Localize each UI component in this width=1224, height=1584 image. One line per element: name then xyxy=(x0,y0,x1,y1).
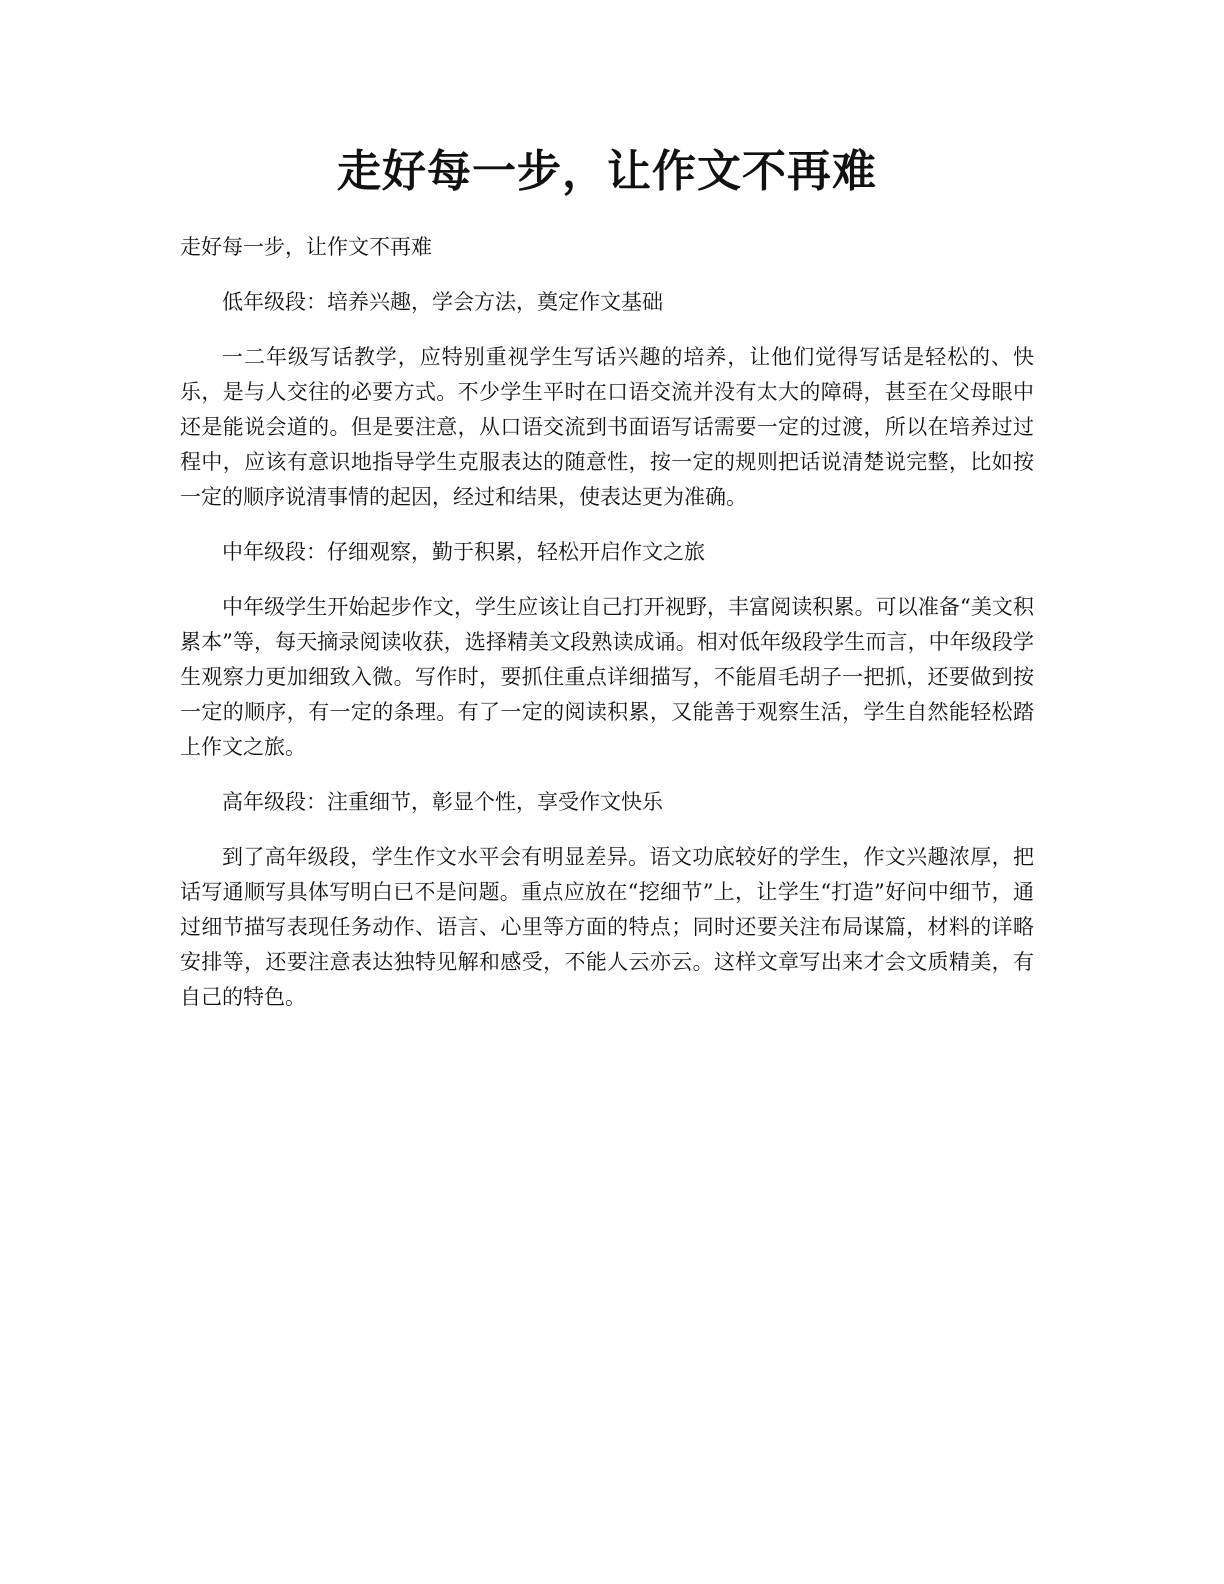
paragraph-low-grade: 一二年级写话教学，应特别重视学生写话兴趣的培养，让他们觉得写话是轻松的、快乐，是与人交往的必要方式。不少学生平时在口语交流并没有太大的障碍，甚至在父母眼中还是能说会道的。但是要注意，从口语交流到书面语写话需要一定的过渡，所以在培养过过程中，应该有意识地指导学生克服表达的随意性，按一定的规则把话说清楚说完整，比如按一定的顺序说清事情的起因，经过和结果，使表达更为准确。 xyxy=(180,345,1034,509)
document-body xyxy=(180,140,1034,1035)
subtitle: 走好每一步，让作文不再难 xyxy=(180,235,432,259)
section-heading-low-grade: 低年级段：培养兴趣，学会方法，奠定作文基础 xyxy=(222,290,663,314)
section-heading-middle-grade: 中年级段：仔细观察，勤于积累，轻松开启作文之旅 xyxy=(222,540,705,564)
paragraph-middle-grade: 中年级学生开始起步作文，学生应该让自己打开视野，丰富阅读积累。可以准备“美文积累本”等，每天摘录阅读收获，选择精美文段熟读成诵。相对低年级段学生而言，中年级段学生观察力更加细致入微。写作时，要抓住重点详细描写，不能眉毛胡子一把抓，还要做到按一定的顺序，有一定的条理。有了一定的阅读积累，又能善于观察生活，学生自然能轻松踏上作文之旅。 xyxy=(180,595,1034,759)
section-heading-high-grade: 高年级段：注重细节，彰显个性，享受作文快乐 xyxy=(222,790,663,814)
paragraph-high-grade: 到了高年级段，学生作文水平会有明显差异。语文功底较好的学生，作文兴趣浓厚，把话写通顺写具体写明白已不是问题。重点应放在“挖细节”上，让学生“打造”好问中细节，通过细节描写表现任务动作、语言、心里等方面的特点；同时还要关注布局谋篇，材料的详略安排等，还要注意表达独特见解和感受，不能人云亦云。这样文章写出来才会文质精美，有自己的特色。 xyxy=(180,845,1034,1009)
page-title: 走好每一步，让作文不再难 xyxy=(337,146,877,197)
